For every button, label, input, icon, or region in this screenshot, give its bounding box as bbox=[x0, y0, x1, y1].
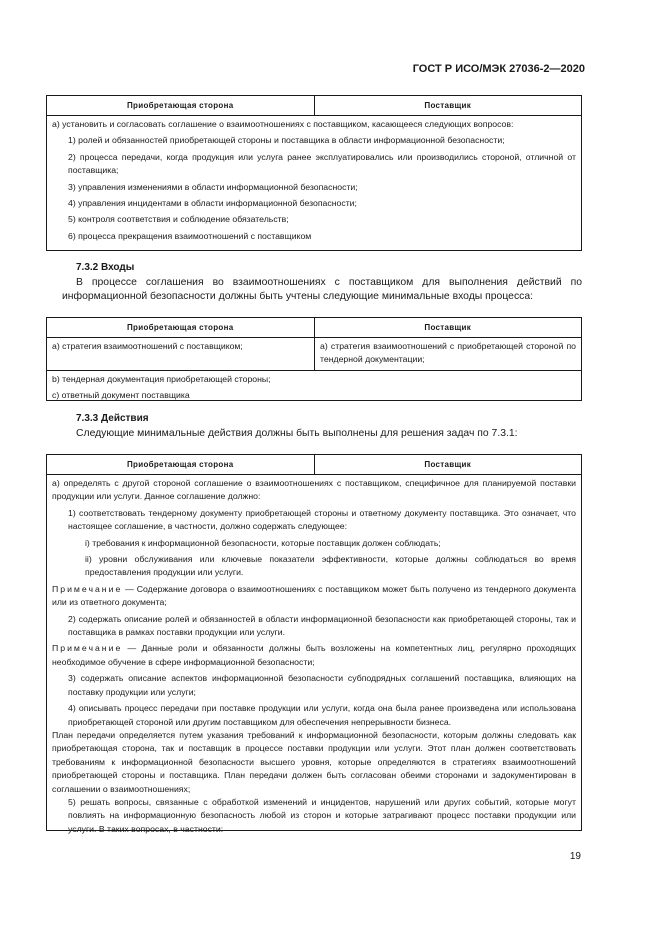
table-body bbox=[47, 371, 581, 406]
note-1 bbox=[52, 583, 576, 610]
table1-intro: а) установить и согласовать соглашение о взаимоотношениях с поставщиком, касающееся следующих вопросов: bbox=[52, 119, 514, 129]
transfer-plan-text: План передачи определяется путем указания требований к информационной безопасности, которым должны следовать как приобретающая сторона, так и поставщик в процессе поставки продукции или услуги. Этот план должен соответствовать требованиям к информационной безопасности высшего уровня, которые определяются в стратегиях взаимоотношений приобретающей стороны и поставщика. План передачи должен быть согласован обеими сторонами и задокументирован в соглашении о взаимоотношениях; bbox=[52, 729, 576, 794]
column-supplier: Поставщик bbox=[314, 96, 582, 115]
activity-item-5: 5) решать вопросы, связанные с обработкой изменений и инцидентов, нарушений или других событий, которые могут повлиять на информационную безопасность любой из сторон и которые затрагивают процесс поставки продукции или услуги. В таких вопросах, в частности: bbox=[68, 796, 576, 834]
table1-item-5: 5) контроля соответствия и соблюдение обязательств; bbox=[68, 214, 289, 225]
table-row bbox=[47, 338, 581, 371]
table-header bbox=[47, 455, 581, 475]
activity-sub-ii: ii) уровни обслуживания или ключевые показатели эффективности, которые должны соблюдаться во время предоставления продукции или услуги. bbox=[85, 554, 576, 578]
note-2 bbox=[52, 642, 576, 669]
section-7-3-3-title: 7.3.3 Действия bbox=[76, 413, 149, 424]
column-acquirer: Приобретающая сторона bbox=[126, 459, 234, 469]
activities-table bbox=[46, 454, 582, 834]
table1-item-2: 2) процесса передачи, когда продукция или услуга ранее эксплуатировались или производились стороной, отличной от поставщика; bbox=[68, 151, 576, 176]
activity-item-3: 3) содержать описание аспектов информационной безопасности субподрядных соглашений поставщика, влияющих на поставку продукции или услуги; bbox=[68, 673, 576, 697]
activity-item-1: 1) соответствовать тендерному документу приобретающей стороны и ответному документу поставщика. Это означает, что настоящее соглашение, в частности, должно содержать следующее: bbox=[68, 507, 576, 532]
column-supplier: Поставщик bbox=[314, 455, 582, 474]
column-supplier: Поставщик bbox=[314, 318, 582, 337]
supplier-input-a: а) стратегия взаимоотношений с приобретающей стороной по тендерной документации; bbox=[314, 338, 581, 370]
table-header bbox=[47, 318, 581, 338]
section-7-3-2-title: 7.3.2 Входы bbox=[76, 262, 135, 273]
table1-item-6: 6) процесса прекращения взаимоотношений с поставщиком bbox=[68, 230, 312, 241]
table1-item-1: 1) ролей и обязанностей приобретающей стороны и поставщика в области информационной безопасности; bbox=[68, 135, 505, 146]
input-c: c) ответный документ поставщика bbox=[52, 390, 190, 401]
activity-item-4: 4) описывать процесс передачи при поставке продукции или услуги, когда она была ранее произведена или использована приобретающей стороной или другим поставщиком для обеспечения непрерывности бизнеса. bbox=[68, 703, 576, 727]
section-7-3-2-text: В процессе соглашения во взаимоотношениях с поставщиком для выполнения действий по информационной безопасности должны быть учтены следующие минимальные входы процесса: bbox=[62, 277, 582, 302]
note-label: Примечание bbox=[52, 643, 123, 654]
table-header bbox=[47, 96, 581, 116]
note-text: — Содержание договора о взаимоотношениях с поставщиком может быть получено из тендерного документа или из ответного документа; bbox=[52, 583, 576, 608]
table1-item-4: 4) управления инцидентами в области информационной безопасности; bbox=[68, 198, 357, 209]
table-body bbox=[47, 475, 581, 839]
acquirer-input-a: а) стратегия взаимоотношений с поставщиком; bbox=[52, 341, 243, 351]
requirements-table-1 bbox=[46, 95, 582, 251]
table1-item-3: 3) управления изменениями в области информационной безопасности; bbox=[68, 181, 358, 192]
activity-item-2: 2) содержать описание ролей и обязанностей в области информационной безопасности как приобретающей стороны, так и поставщика в рамках поставки продукции или услуги. bbox=[68, 613, 576, 638]
column-acquirer: Приобретающая сторона bbox=[126, 100, 234, 110]
section-7-3-3-text: Следующие минимальные действия должны быть выполнены для решения задач по 7.3.1: bbox=[76, 428, 518, 439]
input-b: b) тендерная документация приобретающей стороны; bbox=[52, 373, 271, 384]
note-text: — Данные роли и обязанности должны быть возложены на компетентных лиц, регулярно проходящих необходимое обучение в сфере информационной безопасности; bbox=[52, 643, 576, 667]
column-acquirer: Приобретающая сторона bbox=[126, 322, 234, 332]
note-label: Примечание bbox=[52, 583, 123, 594]
table-body bbox=[47, 116, 581, 246]
inputs-table bbox=[46, 317, 582, 401]
page-number: 19 bbox=[569, 851, 581, 862]
document-header: ГОСТ Р ИСО/МЭК 27036-2—2020 bbox=[412, 63, 585, 75]
activity-a-intro: а) определять с другой стороной соглашение о взаимоотношениях с поставщиком, специфичное для планируемой поставки продукции или услуги. Данное соглашение должно: bbox=[52, 478, 576, 502]
activity-sub-i: i) требования к информационной безопасности, которые поставщик должен соблюдать; bbox=[85, 537, 441, 548]
